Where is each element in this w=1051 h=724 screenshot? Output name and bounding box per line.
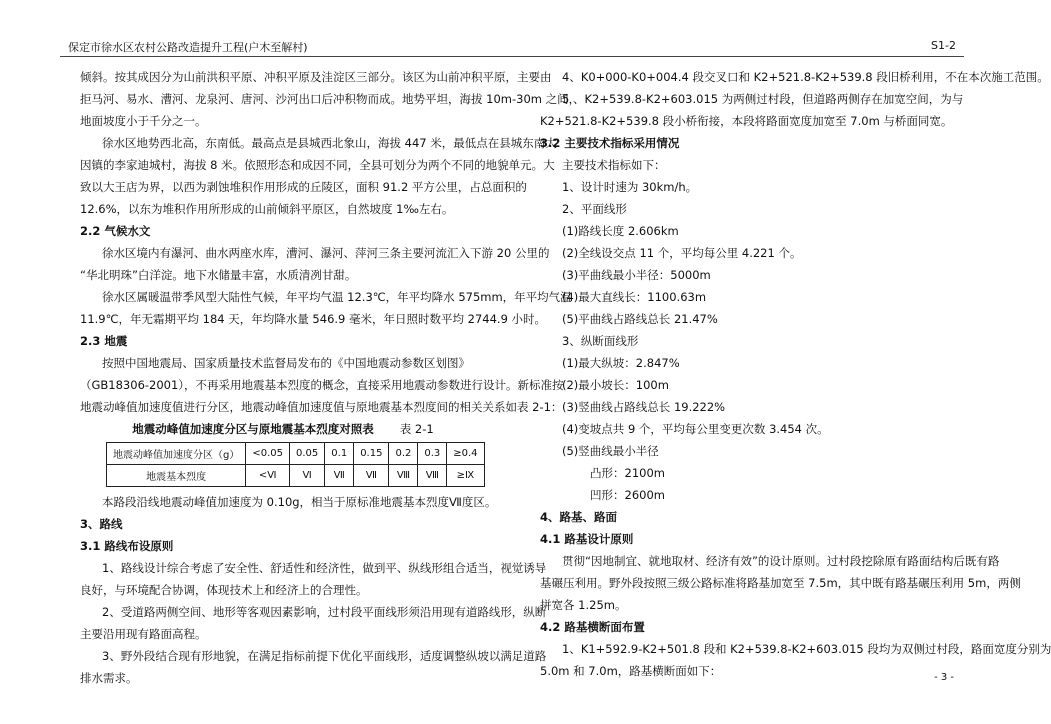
table-caption (80, 418, 486, 440)
text-line: 5.0m 和 7.0m，路基横断面如下： (540, 664, 722, 678)
text-line: 12.6%，以东为堆积作用所形成的山前倾斜平原区，自然坡度 1‰左右。 (80, 202, 454, 216)
table-cell: 0.15 (354, 443, 389, 465)
text-line: 2、平面线形 (562, 202, 627, 216)
text-line: 1、K1+592.9-K2+501.8 段和 K2+539.8-K2+603.015 段均为双侧过村段，路面宽度分别为 (562, 642, 1051, 656)
text-line: （GB18306-2001），不再采用地震基本烈度的概念，直接采用地震动参数进行设计。新标准按 (80, 378, 564, 392)
text-line: 1、路线设计综合考虑了安全性、舒适性和经济性，做到平、纵线形组合适当，视觉诱导 (102, 561, 547, 575)
text-line: 3、纵断面线形 (562, 334, 639, 348)
text-line: 主要沿用现有路面高程。 (80, 627, 207, 641)
text-line: 徐水区地势西北高，东南低。最高点是县城西北象山，海拔 447 米，最低点在县城东南大 (102, 136, 557, 150)
section-heading: 4.1 路基设计原则 (540, 532, 634, 546)
list-item: 凹形：2600m (590, 488, 665, 502)
text-line: 主要技术指标如下： (562, 158, 666, 172)
list-item: (5)平曲线占路线总长 21.47% (562, 312, 718, 326)
text-line: 11.9℃，年无霜期平均 184 天，年均降水量 546.9 毫米，年日照时数平均 2744.9 小时。 (80, 312, 547, 326)
list-item: (2)最小坡长：100m (562, 378, 669, 392)
text-line: 拼宽各 1.25m。 (540, 598, 627, 612)
text-line: 基碾压利用。野外段按照三级公路标准将路基加宽至 7.5m，其中既有路基碾压利用 5m，两侧 (540, 576, 1021, 590)
text-line: 3、野外段结合现有形地貌，在满足指标前提下优化平面线形，适度调整纵坡以满足道路 (102, 649, 547, 663)
section-heading: 3.1 路线布设原则 (80, 539, 174, 553)
table-cell: Ⅷ (418, 465, 447, 487)
text-line: 致以大王店为界，以西为剥蚀堆积作用形成的丘陵区，面积 91.2 平方公里，占总面积的 (80, 180, 527, 194)
text-line: 因镇的李家迪城村，海拔 8 米。依照形态和成因不同，全县可划分为两个不同的地貌单元。大 (80, 158, 555, 172)
text-line: 贯彻“因地制宜、就地取材、经济有效”的设计原则。过村段挖除原有路面结构后既有路 (562, 554, 1000, 568)
text-line: 2、受道路两侧空间、地形等客观因素影响，过村段平面线形须沿用现有道路线形，纵断 (102, 605, 547, 619)
list-item: (3)平曲线最小半径：5000m (562, 268, 711, 282)
table-cell: 地震基本烈度 (107, 465, 246, 487)
header-code: S1-2 (931, 39, 956, 52)
page-number: - 3 - (934, 672, 954, 683)
text-line: 本路段沿线地震动峰值加速度为 0.10g，相当于原标准地震基本烈度Ⅶ度区。 (102, 495, 497, 509)
text-line: 1、设计时速为 30km/h。 (562, 180, 698, 194)
list-item: (1)最大纵坡：2.847% (562, 356, 680, 370)
table-row (107, 443, 485, 465)
section-heading: 4、路基、路面 (540, 510, 618, 524)
table-cell: 地震动峰值加速度分区（g） (107, 443, 246, 465)
table-cell: <Ⅵ (246, 465, 290, 487)
text-line: 排水需求。 (80, 671, 138, 685)
list-item: (2)全线设交点 11 个，平均每公里 4.221 个。 (562, 246, 802, 260)
list-item: 凸形：2100m (590, 466, 665, 480)
text-line: 徐水区属暖温带季风型大陆性气候，年平均气温 12.3℃，年平均降水 575mm，年平均气温 (102, 290, 572, 304)
list-item: (1)路线长度 2.606km (562, 224, 679, 238)
table-cell: ≥0.4 (447, 443, 484, 465)
section-heading: 2.2 气候水文 (80, 224, 151, 238)
list-item: (5)竖曲线最小半径 (562, 444, 659, 458)
text-line: “华北明珠”白洋淀。地下水储量丰富，水质清冽甘甜。 (80, 268, 357, 282)
right-column (540, 66, 1051, 682)
table-cell: 0.05 (290, 443, 325, 465)
table-cell: Ⅶ (354, 465, 389, 487)
table-cell: 0.1 (325, 443, 354, 465)
list-item: (3)竖曲线占路线总长 19.222% (562, 400, 726, 414)
section-heading: 3.2 主要技术指标采用情况 (540, 136, 680, 150)
table-cell: ≥Ⅸ (447, 465, 484, 487)
text-line: 倾斜。按其成因分为山前洪积平原、冲积平原及洼淀区三部分。该区为山前冲积平原，主要由 (80, 70, 552, 84)
table-number: 表 2-1 (399, 422, 434, 436)
seismic-table (106, 442, 485, 487)
table-cell: Ⅷ (389, 465, 418, 487)
text-line: 4、K0+000-K0+004.4 段交叉口和 K2+521.8-K2+539.8 段旧桥利用，不在本次施工范围。 (562, 70, 1049, 84)
section-heading: 2.3 地震 (80, 334, 128, 348)
table-cell: 0.2 (389, 443, 418, 465)
section-heading: 3、路线 (80, 517, 123, 531)
list-item: (4)最大直线长：1100.63m (562, 290, 707, 304)
text-line: 按照中国地震局、国家质量技术监督局发布的《中国地震动参数区划图》 (102, 356, 470, 370)
text-line: 良好，与环境配合协调，体现技术上和经济上的合理性。 (80, 583, 368, 597)
table-row (107, 465, 485, 487)
table-cell: Ⅵ (290, 465, 325, 487)
header-title: 保定市徐水区农村公路改造提升工程(户木至解村) (68, 41, 308, 54)
table-caption-text: 地震动峰值加速度分区与原地震基本烈度对照表 (132, 422, 374, 436)
page-header (60, 36, 964, 57)
text-line: K2+521.8-K2+539.8 段小桥衔接，本段将路面宽度加宽至 7.0m 与桥面同宽。 (540, 114, 953, 128)
table-cell: <0.05 (246, 443, 290, 465)
list-item: (4)变坡点共 9 个，平均每公里变更次数 3.454 次。 (562, 422, 829, 436)
text-line: 地震动峰值加速度值进行分区，地震动峰值加速度值与原地震基本烈度间的相关关系如表 2-1： (80, 400, 563, 414)
section-heading: 4.2 路基横断面布置 (540, 620, 645, 634)
table-cell: Ⅶ (325, 465, 354, 487)
text-line: 徐水区境内有瀑河、曲水两座水库，漕河、瀑河、萍河三条主要河流汇入下游 20 公里的 (102, 246, 550, 260)
text-line: 5 、K2+539.8-K2+603.015 为两侧过村段，但道路两侧存在加宽空间，为与 (562, 92, 964, 106)
table-cell: 0.3 (418, 443, 447, 465)
text-line: 拒马河、易水、漕河、龙泉河、唐河、沙河出口后冲积物而成。地势平坦，海拔 10m-30m 之间， (80, 92, 581, 106)
text-line: 地面坡度小于千分之一。 (80, 114, 207, 128)
